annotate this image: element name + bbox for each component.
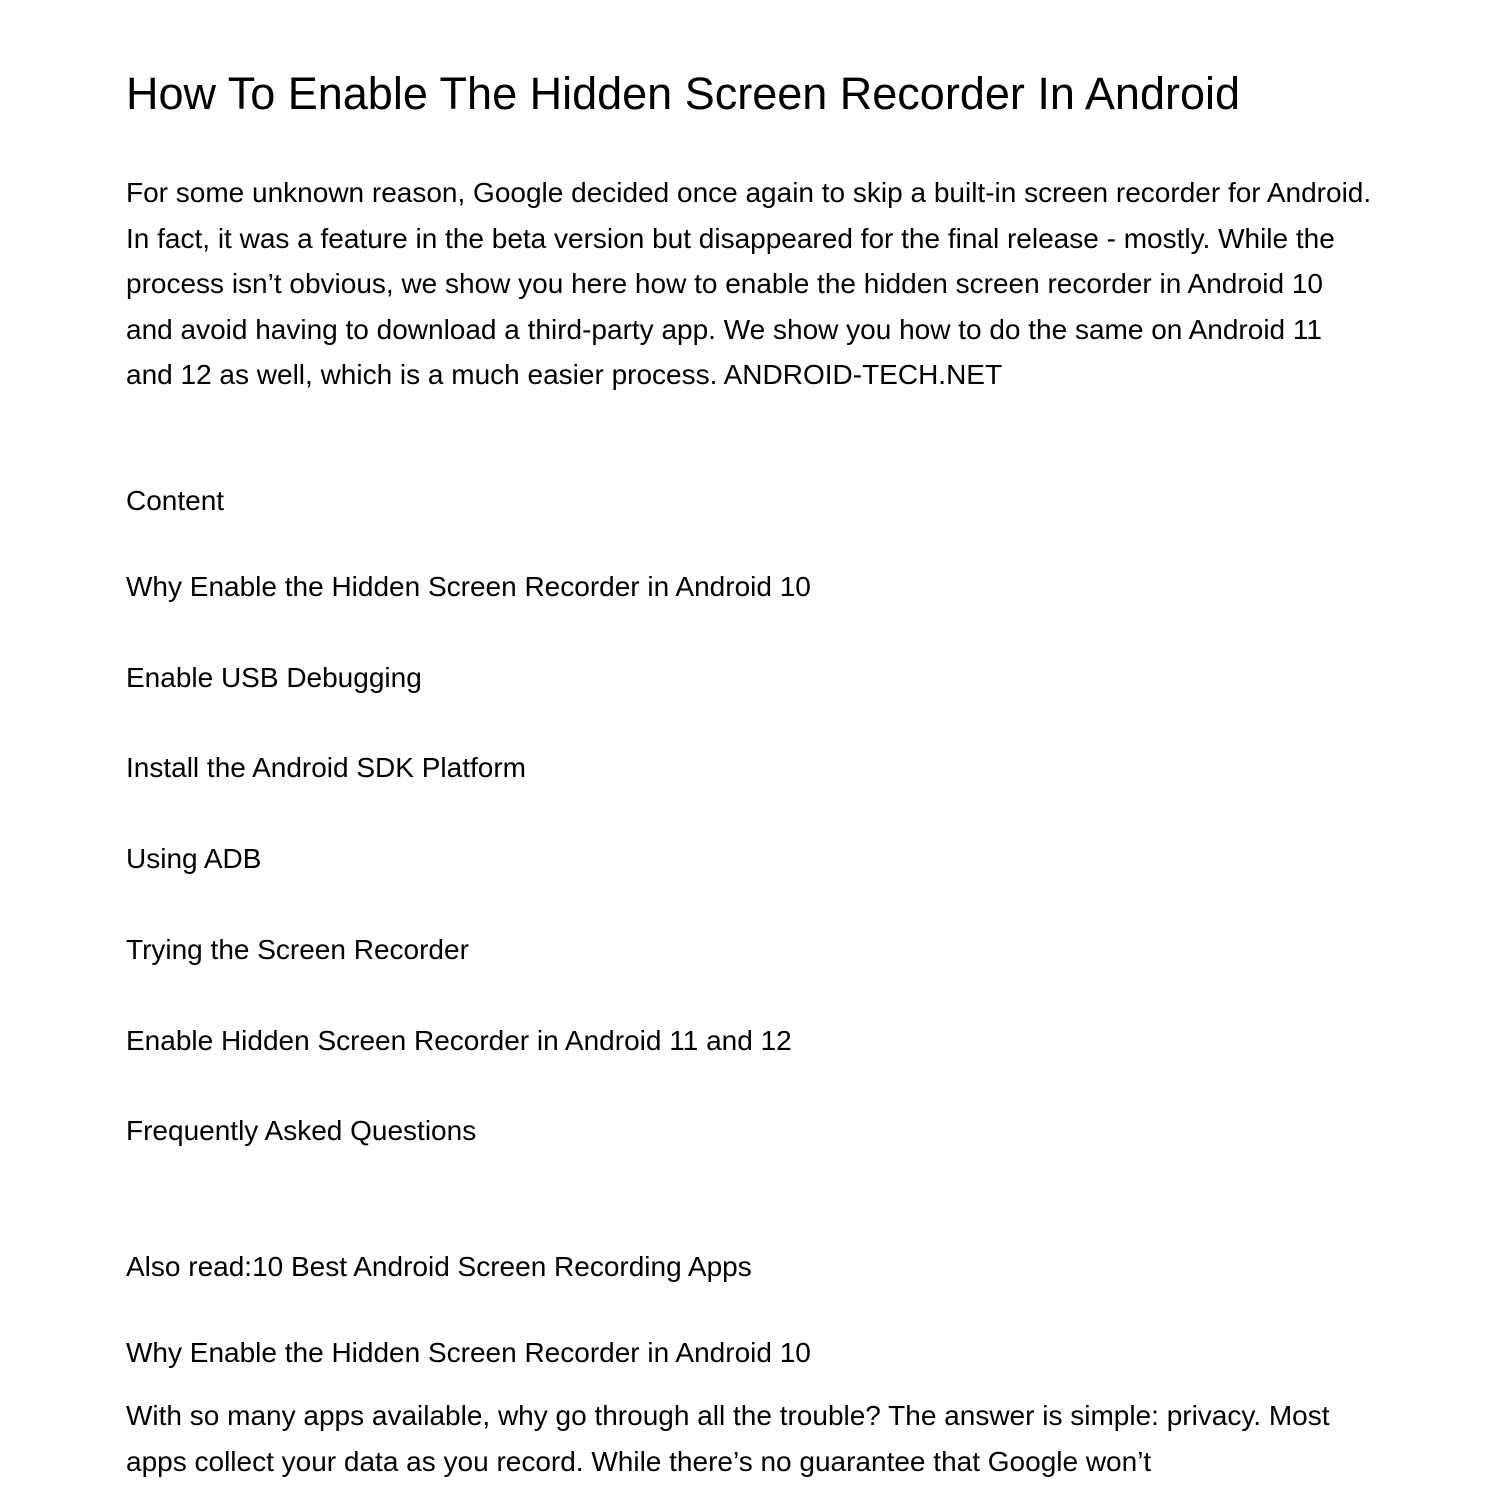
also-read-link[interactable]: Also read:10 Best Android Screen Recording Apps bbox=[126, 1251, 752, 1282]
toc-item-trying-recorder[interactable]: Trying the Screen Recorder bbox=[126, 934, 469, 965]
toc-item-why-enable[interactable]: Why Enable the Hidden Screen Recorder in Android 10 bbox=[126, 571, 811, 602]
toc-item-using-adb[interactable]: Using ADB bbox=[126, 843, 262, 874]
toc-label: Content bbox=[126, 485, 225, 516]
body-paragraph: With so many apps available, why go through all the trouble? The answer is simple: privacy. Most apps collect your data as you record. While there’s no guarantee that Google won’t bbox=[126, 1400, 1330, 1477]
toc-item-sdk-platform[interactable]: Install the Android SDK Platform bbox=[126, 752, 526, 783]
toc-item-android-11-12[interactable]: Enable Hidden Screen Recorder in Android 11 and 12 bbox=[126, 1025, 792, 1056]
intro-paragraph: For some unknown reason, Google decided once again to skip a built-in screen recorder for Android. In fact, it was a feature in the beta version but disappeared for the final release - mostly. While the process isn’t obvious, we show you here how to enable the hidden screen recorder in Android 10 and avoid having to download a third-party app. We show you how to do the same on Android 11 and 12 as well, which is a much easier process. ANDROID-TECH.NET bbox=[126, 177, 1372, 390]
section-heading: Why Enable the Hidden Screen Recorder in Android 10 bbox=[126, 1337, 811, 1368]
page-title: How To Enable The Hidden Screen Recorder In Android bbox=[126, 68, 1241, 119]
toc-item-faq[interactable]: Frequently Asked Questions bbox=[126, 1115, 477, 1146]
toc-item-usb-debugging[interactable]: Enable USB Debugging bbox=[126, 662, 422, 693]
